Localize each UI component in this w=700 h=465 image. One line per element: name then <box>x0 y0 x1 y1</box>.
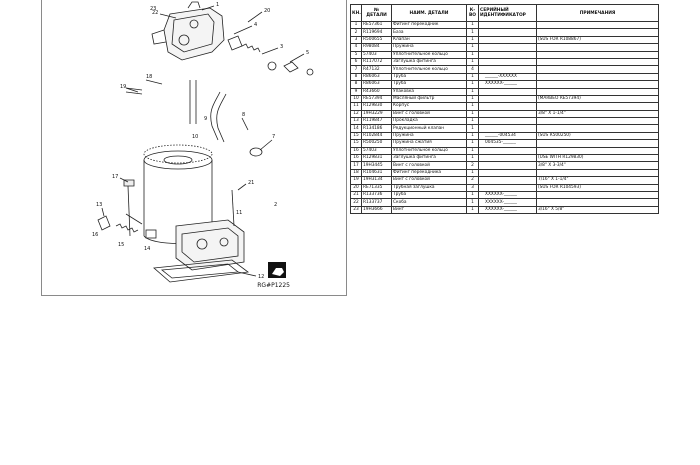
row-serial <box>479 103 537 110</box>
row-item: 7 <box>351 66 362 73</box>
row-notes: 7/16" X 1-1/4" <box>537 177 659 184</box>
row-item: 11 <box>351 103 362 110</box>
row-qty: 1 <box>467 58 479 65</box>
row-serial: ______-004534 <box>479 132 537 139</box>
table-row <box>351 66 659 73</box>
table-row <box>351 140 659 147</box>
row-part-no: R104631 <box>362 169 392 176</box>
row-notes: (SUS FOR R104593) <box>537 184 659 191</box>
table-row <box>351 81 659 88</box>
row-qty: 1 <box>467 44 479 51</box>
row-notes: (SUS FOR R108867) <box>537 36 659 43</box>
row-name: Труба <box>392 73 467 80</box>
row-name: Скоба <box>392 199 467 206</box>
row-qty: 1 <box>467 140 479 147</box>
row-item: 10 <box>351 95 362 102</box>
row-qty: 1 <box>467 125 479 132</box>
table-row <box>351 36 659 43</box>
row-part-no: R129831 <box>362 155 392 162</box>
table-header-row <box>351 5 659 22</box>
row-item: 16 <box>351 155 362 162</box>
svg-text:15: 15 <box>118 242 125 248</box>
row-notes: 3/8" X 3-3/4" <box>537 162 659 169</box>
row-serial <box>479 110 537 117</box>
row-part-no: R47132 <box>362 66 392 73</box>
row-item: 15 <box>351 140 362 147</box>
row-name: Винт с головкой <box>392 162 467 169</box>
row-qty: 1 <box>467 132 479 139</box>
svg-text:23: 23 <box>150 6 157 12</box>
row-notes <box>537 81 659 88</box>
row-item: 8 <box>351 73 362 80</box>
svg-text:7: 7 <box>272 134 276 140</box>
row-notes <box>537 22 659 29</box>
row-qty: 1 <box>467 110 479 117</box>
row-part-no: R117072 <box>362 58 392 65</box>
row-part-no: R86063 <box>362 81 392 88</box>
svg-text:14: 14 <box>144 246 151 252</box>
table-row <box>351 22 659 29</box>
table-body <box>351 22 659 214</box>
row-part-no: R86063 <box>362 73 392 80</box>
row-part-no: R500250 <box>362 140 392 147</box>
row-part-no: R129830 <box>362 103 392 110</box>
row-qty: 1 <box>467 155 479 162</box>
row-part-no: R43660 <box>362 88 392 95</box>
row-name: Труба <box>392 191 467 198</box>
row-notes: (SUS R500250) <box>537 132 659 139</box>
row-notes: 3/16" X 5/8" <box>537 206 659 213</box>
row-notes <box>537 191 659 198</box>
svg-text:1: 1 <box>216 2 220 8</box>
row-part-no: R119694 <box>362 29 392 36</box>
exploded-parts-diagram <box>41 0 347 296</box>
row-notes <box>537 73 659 80</box>
row-notes <box>537 140 659 147</box>
row-part-no: 57403 <box>362 51 392 58</box>
row-item: 4 <box>351 44 362 51</box>
row-item: 22 <box>351 199 362 206</box>
row-qty: 1 <box>467 36 479 43</box>
row-item: 14 <box>351 125 362 132</box>
header-part-no: № ДЕТАЛИ <box>362 5 392 22</box>
row-serial <box>479 162 537 169</box>
table-row <box>351 58 659 65</box>
table-row <box>351 125 659 132</box>
row-item: 9 <box>351 88 362 95</box>
svg-text:10: 10 <box>192 134 199 140</box>
row-serial <box>479 118 537 125</box>
row-name: Пружина <box>392 44 467 51</box>
table-row <box>351 118 659 125</box>
row-part-no: R500655 <box>362 36 392 43</box>
table-row <box>351 132 659 139</box>
svg-text:5: 5 <box>306 50 310 56</box>
row-item: 1 <box>351 22 362 29</box>
row-serial <box>479 169 537 176</box>
table-row <box>351 73 659 80</box>
parts-list <box>350 4 658 214</box>
parts-table <box>350 4 659 214</box>
svg-text:21: 21 <box>248 180 255 186</box>
svg-text:18: 18 <box>146 74 153 80</box>
row-item: 8 <box>351 81 362 88</box>
row-item: 17 <box>351 162 362 169</box>
row-name: Прокладка <box>392 118 467 125</box>
row-serial <box>479 155 537 162</box>
table-row <box>351 191 659 198</box>
row-notes <box>537 44 659 51</box>
row-serial: XXXXXX-______ <box>479 81 537 88</box>
row-part-no: RE71335 <box>362 184 392 191</box>
figure-code: RG#P1225 <box>257 282 290 289</box>
header-notes: ПРИМЕЧАНИЯ <box>537 5 659 22</box>
row-serial <box>479 36 537 43</box>
row-item: 3 <box>351 36 362 43</box>
row-item: 6 <box>351 58 362 65</box>
row-serial <box>479 58 537 65</box>
row-notes <box>537 103 659 110</box>
row-name: Трубная заглушка <box>392 184 467 191</box>
svg-text:2: 2 <box>274 202 278 208</box>
row-name: Винт с головкой <box>392 177 467 184</box>
row-serial: XXXXXX-______ <box>479 199 537 206</box>
row-part-no: R134186 <box>362 125 392 132</box>
svg-text:16: 16 <box>92 232 99 238</box>
row-name: Пружина <box>392 132 467 139</box>
row-qty: 2 <box>467 162 479 169</box>
row-qty: 1 <box>467 81 479 88</box>
table-row <box>351 110 659 117</box>
row-qty: 1 <box>467 51 479 58</box>
row-name: Фитинг перекодника <box>392 169 467 176</box>
row-qty: 1 <box>467 29 479 36</box>
svg-text:8: 8 <box>242 112 246 118</box>
row-serial: XXXXXX-______ <box>479 191 537 198</box>
row-item: 18 <box>351 169 362 176</box>
row-item: 5 <box>351 51 362 58</box>
row-name: Пружина сжатия <box>392 140 467 147</box>
row-item: 2 <box>351 29 362 36</box>
table-row <box>351 95 659 102</box>
row-qty: 1 <box>467 22 479 29</box>
row-item: 21 <box>351 191 362 198</box>
row-notes <box>537 125 659 132</box>
row-item: 19 <box>351 177 362 184</box>
table-row <box>351 29 659 36</box>
table-row <box>351 44 659 51</box>
row-qty: 1 <box>467 118 479 125</box>
row-name: Клапан <box>392 36 467 43</box>
row-qty: 1 <box>467 103 479 110</box>
svg-text:4: 4 <box>254 22 258 28</box>
deere-logo-icon <box>268 262 286 278</box>
header-item: КН. <box>351 5 362 22</box>
row-serial <box>479 147 537 154</box>
row-part-no: 19H3445 <box>362 162 392 169</box>
row-notes <box>537 88 659 95</box>
row-name: Заглушка фитинга <box>392 155 467 162</box>
row-name: Винт с головкой <box>392 110 467 117</box>
row-name: Упаковка <box>392 88 467 95</box>
row-name: Уплотнительное кольцо <box>392 147 467 154</box>
row-part-no: R119847 <box>362 118 392 125</box>
header-name: НАИМ. ДЕТАЛИ <box>392 5 467 22</box>
svg-text:9: 9 <box>204 116 208 122</box>
row-part-no: RE57361 <box>362 22 392 29</box>
table-row <box>351 206 659 213</box>
row-notes <box>537 58 659 65</box>
row-part-no: RE57394 <box>362 95 392 102</box>
header-serial: СЕРИЙНЫЙ ИДЕНТИФИКАТОР <box>479 5 537 22</box>
table-row <box>351 162 659 169</box>
svg-text:11: 11 <box>236 210 243 216</box>
table-row <box>351 177 659 184</box>
table-row <box>351 88 659 95</box>
row-item: 12 <box>351 110 362 117</box>
row-serial: 004535-______ <box>479 140 537 147</box>
svg-text:3: 3 <box>280 44 284 50</box>
row-name: Уплотнительное кольцо <box>392 51 467 58</box>
row-serial <box>479 44 537 51</box>
row-qty: 1 <box>467 191 479 198</box>
row-qty: 1 <box>467 147 479 154</box>
row-part-no: R133737 <box>362 199 392 206</box>
row-serial <box>479 66 537 73</box>
row-item: 16 <box>351 147 362 154</box>
row-part-no: 19H3666 <box>362 206 392 213</box>
table-row <box>351 147 659 154</box>
row-notes: 3/8" X 1-1/4" <box>537 110 659 117</box>
row-notes <box>537 147 659 154</box>
row-serial <box>479 22 537 29</box>
row-item: 13 <box>351 118 362 125</box>
row-notes: (USE WITH R129830) <box>537 155 659 162</box>
row-serial <box>479 51 537 58</box>
row-notes <box>537 169 659 176</box>
row-name: Корпус <box>392 103 467 110</box>
row-serial <box>479 125 537 132</box>
row-notes <box>537 29 659 36</box>
row-qty: 1 <box>467 206 479 213</box>
row-qty: 1 <box>467 199 479 206</box>
row-item: 15 <box>351 132 362 139</box>
row-name: Уплотнительное кольцо <box>392 66 467 73</box>
row-part-no: 19H3229 <box>362 110 392 117</box>
row-name: Труба <box>392 81 467 88</box>
row-qty: 2 <box>467 177 479 184</box>
row-qty: 1 <box>467 88 479 95</box>
row-notes: (MARBEO RE57394) <box>537 95 659 102</box>
svg-text:13: 13 <box>96 202 103 208</box>
table-row <box>351 199 659 206</box>
row-name: Заглушка фитинга <box>392 58 467 65</box>
table-row <box>351 184 659 191</box>
oil-filter-assembly-drawing <box>42 0 348 296</box>
row-part-no: 57403 <box>362 147 392 154</box>
row-serial: ______-XXXXXX <box>479 73 537 80</box>
row-part-no: R98084 <box>362 44 392 51</box>
table-row <box>351 155 659 162</box>
row-name: Винт <box>392 206 467 213</box>
row-notes <box>537 118 659 125</box>
row-notes <box>537 51 659 58</box>
header-qty: К-ВО <box>467 5 479 22</box>
row-item: 23 <box>351 206 362 213</box>
svg-text:12: 12 <box>258 274 265 280</box>
row-name: Редукционный клапан <box>392 125 467 132</box>
row-name: Масляный фильтр <box>392 95 467 102</box>
table-row <box>351 103 659 110</box>
row-name: База <box>392 29 467 36</box>
svg-text:17: 17 <box>112 174 119 180</box>
row-qty: 1 <box>467 95 479 102</box>
row-qty: 1 <box>467 169 479 176</box>
svg-text:22: 22 <box>152 10 159 16</box>
row-qty: 1 <box>467 73 479 80</box>
row-part-no: R102844 <box>362 132 392 139</box>
row-serial <box>479 88 537 95</box>
row-serial <box>479 29 537 36</box>
row-serial <box>479 177 537 184</box>
row-notes <box>537 199 659 206</box>
table-row <box>351 51 659 58</box>
row-item: 20 <box>351 184 362 191</box>
row-serial: XXXXXX-______ <box>479 206 537 213</box>
row-qty: 3 <box>467 184 479 191</box>
svg-text:19: 19 <box>120 84 127 90</box>
row-part-no: R133736 <box>362 191 392 198</box>
row-part-no: 19H3134 <box>362 177 392 184</box>
svg-text:20: 20 <box>264 8 271 14</box>
table-row <box>351 169 659 176</box>
row-notes <box>537 66 659 73</box>
row-name: Фитинг перекодник <box>392 22 467 29</box>
row-serial <box>479 95 537 102</box>
row-serial <box>479 184 537 191</box>
row-qty: 4 <box>467 66 479 73</box>
